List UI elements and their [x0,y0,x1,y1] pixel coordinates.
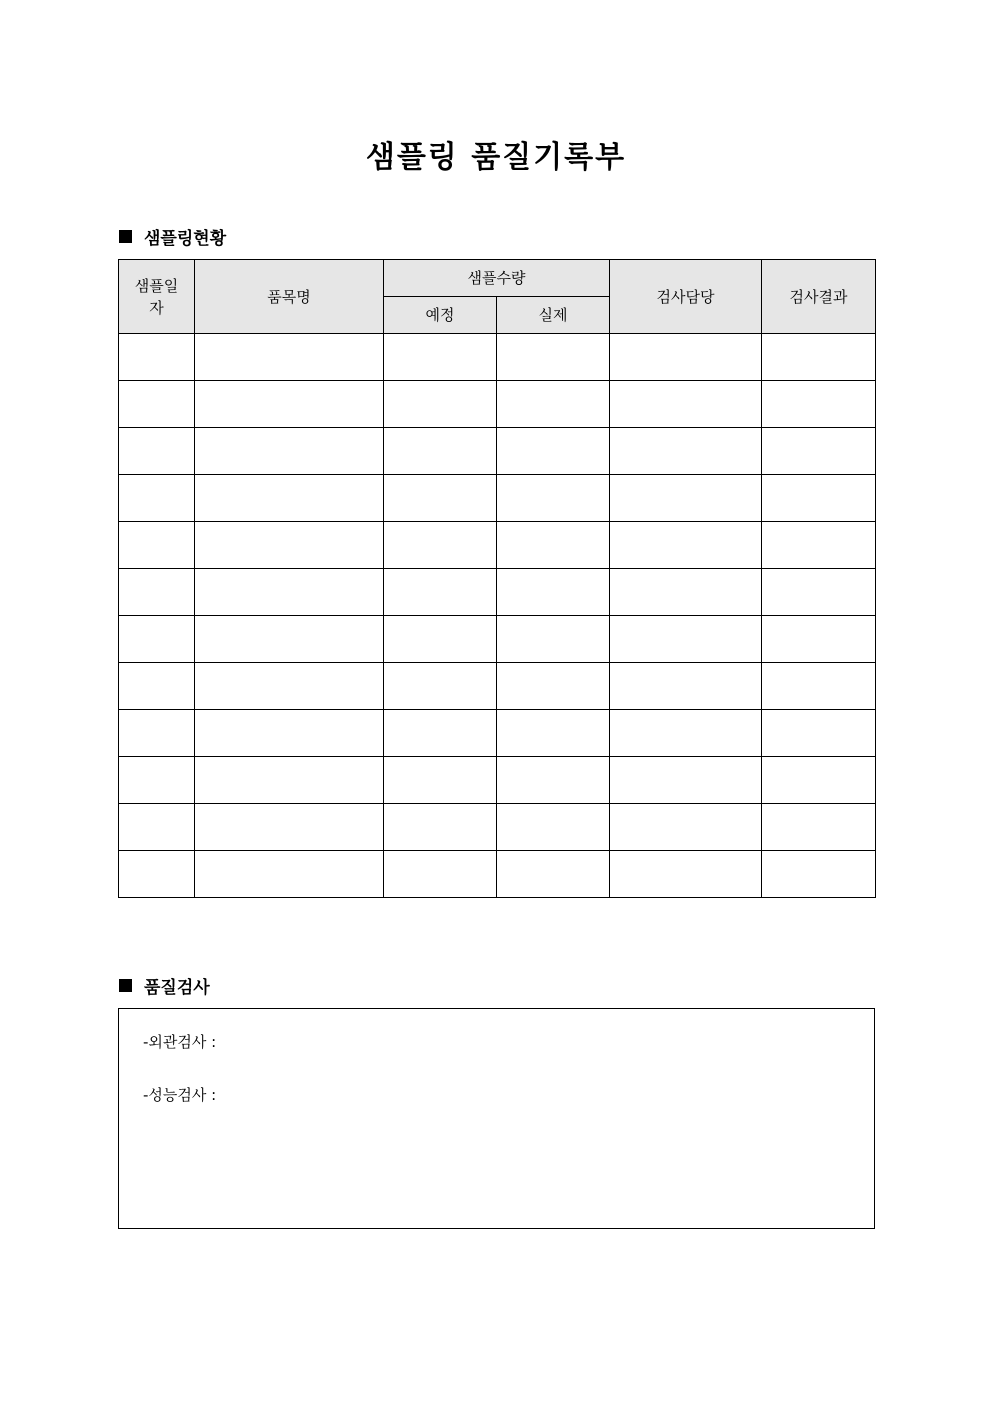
actual-cell[interactable] [497,569,610,616]
table-row [119,663,876,710]
date-cell[interactable] [119,522,195,569]
inspector-cell[interactable] [610,804,762,851]
date-cell[interactable] [119,851,195,898]
black-square-icon [119,230,132,243]
date-cell[interactable] [119,381,195,428]
item-name-cell[interactable] [195,522,384,569]
planned-cell[interactable] [384,428,497,475]
date-cell[interactable] [119,710,195,757]
date-cell[interactable] [119,804,195,851]
item-name-cell[interactable] [195,710,384,757]
date-cell[interactable] [119,616,195,663]
date-cell[interactable] [119,334,195,381]
black-square-icon [119,979,132,992]
header-inspector: 검사담당 [610,260,762,334]
result-cell[interactable] [762,569,876,616]
table-row [119,334,876,381]
section-heading-label: 품질검사 [144,978,210,998]
header-sample-quantity: 샘플수량 [384,260,610,297]
result-cell[interactable] [762,475,876,522]
planned-cell[interactable] [384,334,497,381]
item-name-cell[interactable] [195,804,384,851]
result-cell[interactable] [762,804,876,851]
appearance-inspection-label: -외관검사 : [143,1033,217,1051]
actual-cell[interactable] [497,381,610,428]
inspector-cell[interactable] [610,381,762,428]
date-cell[interactable] [119,757,195,804]
inspector-cell[interactable] [610,663,762,710]
item-name-cell[interactable] [195,616,384,663]
item-name-cell[interactable] [195,381,384,428]
planned-cell[interactable] [384,804,497,851]
table-row [119,475,876,522]
header-inspection-result: 검사결과 [762,260,876,334]
result-cell[interactable] [762,334,876,381]
result-cell[interactable] [762,381,876,428]
planned-cell[interactable] [384,663,497,710]
table-row [119,804,876,851]
planned-cell[interactable] [384,381,497,428]
result-cell[interactable] [762,757,876,804]
section-heading-inspection [119,973,210,998]
actual-cell[interactable] [497,757,610,804]
planned-cell[interactable] [384,757,497,804]
table-row [119,851,876,898]
planned-cell[interactable] [384,851,497,898]
header-planned: 예정 [384,297,497,334]
actual-cell[interactable] [497,522,610,569]
item-name-cell[interactable] [195,569,384,616]
actual-cell[interactable] [497,663,610,710]
item-name-cell[interactable] [195,475,384,522]
table-row [119,522,876,569]
result-cell[interactable] [762,616,876,663]
table-row [119,616,876,663]
inspector-cell[interactable] [610,851,762,898]
actual-cell[interactable] [497,804,610,851]
inspector-cell[interactable] [610,616,762,663]
date-cell[interactable] [119,428,195,475]
item-name-cell[interactable] [195,334,384,381]
item-name-cell[interactable] [195,428,384,475]
actual-cell[interactable] [497,428,610,475]
result-cell[interactable] [762,710,876,757]
table-row [119,381,876,428]
date-cell[interactable] [119,475,195,522]
result-cell[interactable] [762,851,876,898]
actual-cell[interactable] [497,710,610,757]
performance-inspection-label: -성능검사 : [143,1086,217,1104]
table-row [119,710,876,757]
planned-cell[interactable] [384,475,497,522]
sampling-table [118,259,876,898]
inspector-cell[interactable] [610,475,762,522]
planned-cell[interactable] [384,616,497,663]
date-cell[interactable] [119,569,195,616]
item-name-cell[interactable] [195,851,384,898]
inspector-cell[interactable] [610,428,762,475]
inspector-cell[interactable] [610,757,762,804]
header-sample-date: 샘플일자 [119,260,195,334]
header-item-name: 품목명 [195,260,384,334]
date-cell[interactable] [119,663,195,710]
inspector-cell[interactable] [610,710,762,757]
actual-cell[interactable] [497,851,610,898]
item-name-cell[interactable] [195,663,384,710]
table-row [119,428,876,475]
planned-cell[interactable] [384,710,497,757]
result-cell[interactable] [762,663,876,710]
inspector-cell[interactable] [610,522,762,569]
item-name-cell[interactable] [195,757,384,804]
section-heading-label: 샘플링현황 [144,229,227,249]
table-row [119,569,876,616]
table-row [119,757,876,804]
result-cell[interactable] [762,522,876,569]
section-heading-sampling [119,224,226,249]
result-cell[interactable] [762,428,876,475]
inspection-box [118,1008,875,1229]
inspector-cell[interactable] [610,334,762,381]
planned-cell[interactable] [384,569,497,616]
page-title: 샘플링 품질기록부 [365,140,627,175]
header-actual: 실제 [497,297,610,334]
actual-cell[interactable] [497,616,610,663]
actual-cell[interactable] [497,475,610,522]
inspector-cell[interactable] [610,569,762,616]
planned-cell[interactable] [384,522,497,569]
actual-cell[interactable] [497,334,610,381]
